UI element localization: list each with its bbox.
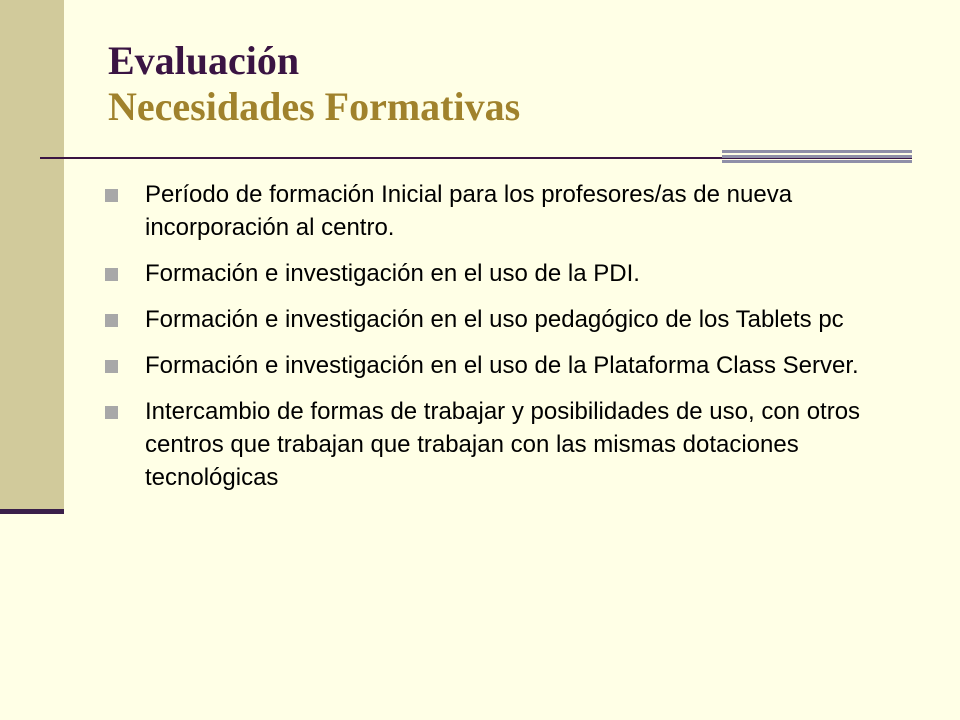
square-bullet-icon [105,406,118,419]
bullet-text: Formación e investigación en el uso pedagógico de los Tablets pc [145,306,844,333]
bullet-item [105,178,913,244]
square-bullet-icon [105,314,118,327]
bullet-item [105,395,913,494]
bullet-item [105,349,913,382]
bullet-item [105,303,913,336]
bullet-text: Formación e investigación en el uso de la Plataforma Class Server. [145,352,859,379]
bullet-text: Intercambio de formas de trabajar y posibilidades de uso, con otros centros que trabajan que trabajan con las mismas dotaciones tecnológicas [145,398,861,491]
bullet-list [105,178,913,507]
title-underline-accent [722,150,912,164]
left-decorative-stripe [0,0,64,512]
square-bullet-icon [105,189,118,202]
slide-title-line2: Necesidades Formativas [108,84,521,129]
bullet-text: Período de formación Inicial para los profesores/as de nueva incorporación al centro. [145,181,793,241]
slide-title-line1: Evaluación [108,38,300,83]
bullet-item [105,257,913,290]
slide-title [108,38,908,130]
square-bullet-icon [105,268,118,281]
left-stripe-rule [0,509,64,514]
bullet-text: Formación e investigación en el uso de la PDI. [145,260,640,287]
square-bullet-icon [105,360,118,373]
